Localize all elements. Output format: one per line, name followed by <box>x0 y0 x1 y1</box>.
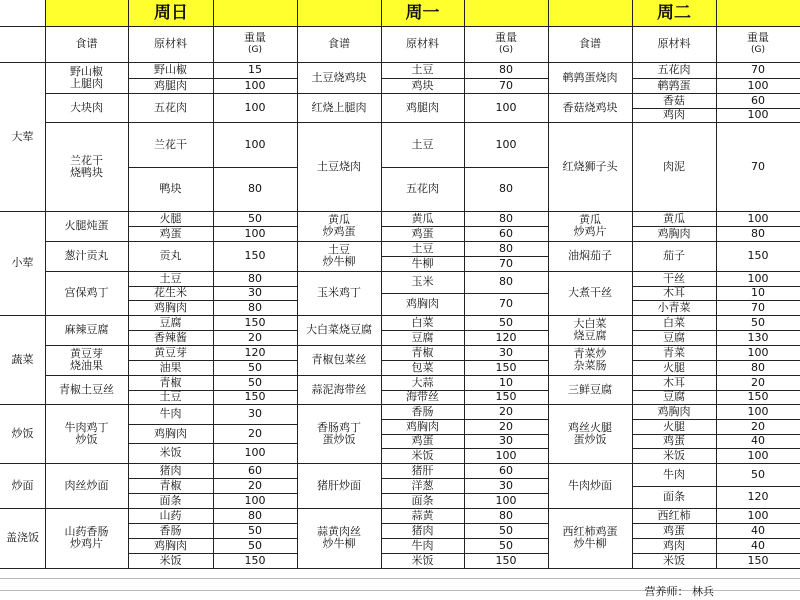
ingredient-name: 油果 <box>159 360 182 374</box>
ingredient-weight: 60 <box>248 463 262 477</box>
dish-name: 牛肉炒面 <box>568 478 612 492</box>
ingredient-weight: 120 <box>244 345 266 359</box>
ingredient-weight: 150 <box>244 249 266 262</box>
ingredient-name: 鸡块 <box>411 78 434 92</box>
ingredient-name: 猪肝 <box>411 463 434 477</box>
ingredient-name: 鸭块 <box>159 182 182 195</box>
ingredient-weight: 120 <box>747 490 769 503</box>
ingredient-weight: 150 <box>747 390 769 403</box>
ingredient-name: 土豆 <box>411 63 434 76</box>
ingredient-weight: 30 <box>499 345 513 359</box>
ingredient-name: 火腿 <box>159 211 182 225</box>
ingredient-name: 土豆 <box>411 137 434 151</box>
dish-name: 油焖茄子 <box>568 249 612 262</box>
ingredient-weight: 100 <box>244 100 266 114</box>
ingredient-weight: 80 <box>499 182 513 195</box>
ingredient-name: 木耳 <box>663 375 685 389</box>
ingredient-name: 米饭 <box>663 553 685 567</box>
ingredient-name: 茄子 <box>663 249 685 262</box>
ingredient-name: 五花肉 <box>406 182 439 195</box>
dish-name: 麻辣豆腐 <box>64 323 109 336</box>
ingredient-weight: 150 <box>244 315 266 329</box>
category-label: 盖浇饭 <box>6 531 39 544</box>
ingredient-weight: 10 <box>751 286 765 299</box>
ingredient-weight: 40 <box>751 538 765 552</box>
dish-name: 大煮干丝 <box>568 286 612 299</box>
ingredient-weight: 30 <box>499 478 513 492</box>
dish-name: 大白菜 烧豆腐 <box>573 317 607 342</box>
dish-name: 蒜泥海带丝 <box>311 382 367 396</box>
ingredient-weight: 100 <box>747 108 769 121</box>
ingredient-weight: 100 <box>747 271 769 285</box>
ingredient-name: 牛肉 <box>159 407 182 420</box>
ingredient-weight: 50 <box>751 467 765 481</box>
ingredient-weight: 150 <box>244 390 266 403</box>
dish-name: 大白菜烧豆腐 <box>306 323 372 336</box>
ingredient-name: 黄瓜 <box>663 211 685 225</box>
ingredient-weight: 20 <box>751 375 765 389</box>
grid-line <box>45 375 800 376</box>
ingredient-weight: 70 <box>751 63 765 76</box>
ingredient-name: 黄豆芽 <box>154 345 187 359</box>
ingredient-weight: 80 <box>248 182 262 195</box>
ingredient-weight: 50 <box>499 315 513 329</box>
ingredient-weight: 20 <box>751 419 765 433</box>
ingredient-weight: 150 <box>747 553 769 567</box>
grid-line <box>45 345 800 346</box>
ingredient-weight: 70 <box>751 300 765 314</box>
category-label: 小荤 <box>11 256 34 269</box>
weight-header <box>464 26 548 62</box>
material-header: 原材料 <box>657 37 691 50</box>
dish-name: 大块肉 <box>70 100 103 114</box>
ingredient-name: 青椒 <box>159 375 182 389</box>
ingredient-name: 牛肉 <box>411 538 434 552</box>
ingredient-name: 鸡胸肉 <box>657 404 691 418</box>
ingredient-name: 鸡胸肉 <box>154 538 187 552</box>
weight-unit: (G) <box>248 45 262 55</box>
weight-unit: (G) <box>751 45 765 55</box>
ingredient-name: 米饭 <box>159 553 182 567</box>
grid-line <box>45 508 800 509</box>
dish-name: 黄瓜 炒鸡片 <box>573 213 607 238</box>
ingredient-weight: 120 <box>495 330 517 344</box>
ingredient-name: 白菜 <box>663 315 685 329</box>
weight-label: 重量 <box>495 31 517 44</box>
ingredient-weight: 80 <box>499 63 513 76</box>
ingredient-name: 鸡腿肉 <box>154 78 187 92</box>
dish-name: 火腿炖蛋 <box>64 219 109 232</box>
ingredient-name: 野山椒 <box>154 63 187 76</box>
ingredient-weight: 50 <box>499 523 513 537</box>
ingredient-weight: 60 <box>499 463 513 477</box>
ingredient-weight: 100 <box>244 137 266 151</box>
ingredient-name: 鸡胸肉 <box>657 226 691 240</box>
weight-header <box>213 26 297 62</box>
dish-name: 鸡丝火腿 蛋炒饭 <box>568 420 612 446</box>
ingredient-name: 猪肉 <box>159 463 182 477</box>
ingredient-weight: 20 <box>248 478 262 492</box>
ingredient-weight: 150 <box>495 553 517 567</box>
ingredient-name: 兰花干 <box>154 137 187 151</box>
ingredient-weight: 150 <box>495 360 517 374</box>
nutritionist-signature <box>645 583 715 599</box>
ingredient-name: 豆腐 <box>411 330 434 344</box>
ingredient-weight: 100 <box>747 508 769 522</box>
dish-name: 鹌鹑蛋烧肉 <box>562 70 618 84</box>
ingredient-name: 米饭 <box>663 448 685 462</box>
ingredient-name: 鸡胸肉 <box>406 297 439 310</box>
weight-label: 重量 <box>244 31 266 44</box>
dish-name: 野山椒 上腿肉 <box>70 64 103 90</box>
grid-line <box>381 0 382 568</box>
dish-name: 青椒土豆丝 <box>59 382 114 396</box>
ingredient-name: 豆腐 <box>663 390 685 403</box>
ingredient-name: 土豆 <box>411 241 434 255</box>
ingredient-weight: 80 <box>751 226 765 240</box>
ingredient-weight: 40 <box>751 523 765 537</box>
ingredient-weight: 100 <box>495 493 517 507</box>
ingredient-name: 洋葱 <box>411 478 434 492</box>
dish-name: 玉米鸡丁 <box>317 286 361 299</box>
grid-line <box>0 578 800 579</box>
ingredient-name: 玉米 <box>411 275 434 288</box>
ingredient-name: 米饭 <box>411 553 434 567</box>
ingredient-weight: 50 <box>248 360 262 374</box>
ingredient-name: 白菜 <box>411 315 434 329</box>
ingredient-name: 青椒 <box>159 478 182 492</box>
weight-header <box>716 26 800 62</box>
ingredient-weight: 100 <box>747 404 769 418</box>
grid-line <box>45 241 800 242</box>
ingredient-name: 鸡肉 <box>663 538 685 552</box>
ingredient-name: 青椒 <box>411 345 434 359</box>
ingredient-name: 鸡蛋 <box>411 226 434 240</box>
grid-line <box>297 0 298 568</box>
category-label: 蔬菜 <box>11 352 34 366</box>
grid-line <box>45 568 800 569</box>
ingredient-name: 米饭 <box>411 448 434 462</box>
ingredient-weight: 30 <box>248 286 262 299</box>
ingredient-weight: 100 <box>495 137 517 151</box>
ingredient-name: 猪肉 <box>411 523 434 537</box>
dish-name: 牛肉鸡丁 炒饭 <box>64 420 109 446</box>
grid-line <box>45 271 800 272</box>
grid-line <box>45 211 800 212</box>
ingredient-weight: 30 <box>248 407 262 420</box>
dish-name: 西红柿鸡蛋 炒牛柳 <box>562 525 618 550</box>
grid-line <box>0 26 800 27</box>
ingredient-name: 面条 <box>663 490 685 503</box>
ingredient-weight: 60 <box>751 93 765 107</box>
ingredient-name: 面条 <box>159 493 182 507</box>
ingredient-weight: 20 <box>248 426 262 440</box>
dish-name: 三鲜豆腐 <box>568 382 612 396</box>
grid-line <box>213 0 214 568</box>
dish-name: 肉丝炒面 <box>64 478 109 492</box>
grid-line <box>0 62 800 63</box>
weight-label: 重量 <box>747 31 769 44</box>
ingredient-weight: 20 <box>248 330 262 344</box>
ingredient-weight: 20 <box>499 419 513 433</box>
ingredient-weight: 150 <box>747 249 769 262</box>
dish-name: 土豆烧肉 <box>317 159 361 173</box>
dish-name: 宫保鸡丁 <box>64 286 109 299</box>
ingredient-weight: 80 <box>751 360 765 374</box>
grid-line <box>45 463 800 464</box>
ingredient-name: 鸡蛋 <box>411 434 434 447</box>
ingredient-weight: 130 <box>747 330 769 344</box>
material-header: 原材料 <box>154 37 187 50</box>
grid-line <box>548 0 549 568</box>
ingredient-weight: 100 <box>747 345 769 359</box>
ingredient-weight: 100 <box>747 211 769 225</box>
ingredient-weight: 80 <box>248 271 262 285</box>
nutritionist-label: 营养师： <box>644 585 689 598</box>
ingredient-weight: 70 <box>751 159 765 173</box>
ingredient-weight: 150 <box>495 390 517 403</box>
dish-name: 红烧上腿肉 <box>311 100 367 114</box>
ingredient-weight: 80 <box>248 300 262 314</box>
grid-line <box>45 122 800 123</box>
category-label: 大荤 <box>11 129 34 143</box>
ingredient-weight: 100 <box>244 493 266 507</box>
ingredient-name: 鸡蛋 <box>663 523 685 537</box>
recipe-header: 食谱 <box>579 37 601 50</box>
nutritionist-name: 林兵 <box>692 585 714 598</box>
ingredient-name: 黄瓜 <box>411 211 434 225</box>
day-header: 周一 <box>297 0 548 26</box>
ingredient-weight: 80 <box>499 211 513 225</box>
ingredient-weight: 80 <box>499 241 513 255</box>
dish-name: 青菜炒 杂菜肠 <box>573 347 607 372</box>
ingredient-weight: 100 <box>747 78 769 92</box>
ingredient-weight: 50 <box>248 523 262 537</box>
weight-unit: (G) <box>499 45 513 55</box>
dish-name: 香菇烧鸡块 <box>562 100 618 114</box>
ingredient-weight: 100 <box>747 448 769 462</box>
ingredient-weight: 100 <box>244 78 266 92</box>
ingredient-name: 肉泥 <box>663 159 685 173</box>
material-header: 原材料 <box>406 37 439 50</box>
ingredient-weight: 80 <box>499 508 513 522</box>
recipe-header: 食谱 <box>75 37 98 50</box>
ingredient-weight: 70 <box>499 78 513 92</box>
ingredient-name: 小青菜 <box>657 300 691 314</box>
ingredient-weight: 10 <box>499 375 513 389</box>
ingredient-weight: 50 <box>248 538 262 552</box>
ingredient-name: 鸡腿肉 <box>406 100 439 114</box>
ingredient-name: 鸡蛋 <box>663 434 685 447</box>
ingredient-name: 包菜 <box>411 360 434 374</box>
ingredient-name: 豆腐 <box>159 315 182 329</box>
ingredient-weight: 20 <box>499 404 513 418</box>
ingredient-name: 鸡胸肉 <box>154 300 187 314</box>
grid-line <box>128 0 129 568</box>
ingredient-name: 鸡肉 <box>663 108 685 121</box>
ingredient-name: 火腿 <box>663 360 685 374</box>
ingredient-name: 青菜 <box>663 345 685 359</box>
ingredient-name: 贡丸 <box>159 249 182 262</box>
ingredient-weight: 70 <box>499 297 513 310</box>
dish-name: 青椒包菜丝 <box>311 353 367 366</box>
ingredient-weight: 100 <box>495 448 517 462</box>
recipe-header: 食谱 <box>328 37 350 50</box>
ingredient-name: 鸡胸肉 <box>154 426 187 440</box>
grid-line <box>464 0 465 568</box>
dish-name: 黄瓜 炒鸡蛋 <box>322 213 356 238</box>
ingredient-name: 米饭 <box>159 446 182 459</box>
ingredient-name: 蒜黄 <box>411 508 434 522</box>
ingredient-name: 鹌鹑蛋 <box>657 78 691 92</box>
dish-name: 土豆烧鸡块 <box>311 70 367 84</box>
dish-name: 红烧狮子头 <box>562 159 618 173</box>
grid-line <box>45 0 46 568</box>
ingredient-name: 香菇 <box>663 93 685 107</box>
ingredient-weight: 40 <box>751 434 765 447</box>
ingredient-weight: 30 <box>499 434 513 447</box>
ingredient-name: 香肠 <box>159 523 182 537</box>
ingredient-name: 海带丝 <box>406 390 439 403</box>
ingredient-name: 香辣酱 <box>154 330 187 344</box>
ingredient-name: 鸡胸肉 <box>406 419 439 433</box>
ingredient-name: 土豆 <box>159 271 182 285</box>
ingredient-weight: 80 <box>499 275 513 288</box>
ingredient-weight: 15 <box>248 63 262 76</box>
ingredient-name: 大蒜 <box>411 375 434 389</box>
ingredient-weight: 80 <box>248 508 262 522</box>
ingredient-name: 土豆 <box>159 390 182 403</box>
ingredient-name: 火腿 <box>663 419 685 433</box>
ingredient-name: 西红柿 <box>657 508 691 522</box>
day-header: 周二 <box>548 0 800 26</box>
dish-name: 蒜黄肉丝 炒牛柳 <box>317 525 361 550</box>
ingredient-name: 面条 <box>411 493 434 507</box>
ingredient-weight: 100 <box>495 100 517 114</box>
ingredient-weight: 70 <box>499 256 513 270</box>
category-label: 炒饭 <box>11 426 34 440</box>
grid-line <box>45 93 800 94</box>
dish-name: 香肠鸡丁 蛋炒饭 <box>317 420 361 446</box>
dish-name: 猪肝炒面 <box>317 478 361 492</box>
category-label: 炒面 <box>11 478 34 492</box>
ingredient-name: 鸡蛋 <box>159 226 182 240</box>
ingredient-weight: 50 <box>248 375 262 389</box>
ingredient-name: 花生米 <box>154 286 187 299</box>
grid-line <box>632 0 633 568</box>
ingredient-weight: 60 <box>499 226 513 240</box>
ingredient-name: 牛肉 <box>663 467 685 481</box>
ingredient-name: 干丝 <box>663 271 685 285</box>
ingredient-weight: 50 <box>499 538 513 552</box>
ingredient-weight: 100 <box>244 226 266 240</box>
ingredient-weight: 50 <box>751 315 765 329</box>
dish-name: 葱汁贡丸 <box>64 249 109 262</box>
day-header: 周日 <box>45 0 297 26</box>
dish-name: 黄豆芽 烧油果 <box>70 347 103 372</box>
ingredient-name: 豆腐 <box>663 330 685 344</box>
ingredient-weight: 50 <box>248 211 262 225</box>
ingredient-name: 五花肉 <box>657 63 691 76</box>
ingredient-name: 五花肉 <box>154 100 187 114</box>
ingredient-weight: 150 <box>244 553 266 567</box>
ingredient-name: 山药 <box>159 508 182 522</box>
grid-line <box>716 0 717 568</box>
dish-name: 山药香肠 炒鸡片 <box>64 525 109 550</box>
dish-name: 兰花干 烧鸭块 <box>70 153 103 179</box>
ingredient-name: 木耳 <box>663 286 685 299</box>
grid-line <box>45 315 800 316</box>
ingredient-name: 牛柳 <box>411 256 434 270</box>
dish-name: 土豆 炒牛柳 <box>322 243 356 268</box>
grid-line <box>45 404 800 405</box>
ingredient-weight: 100 <box>244 446 266 459</box>
ingredient-name: 香肠 <box>411 404 434 418</box>
